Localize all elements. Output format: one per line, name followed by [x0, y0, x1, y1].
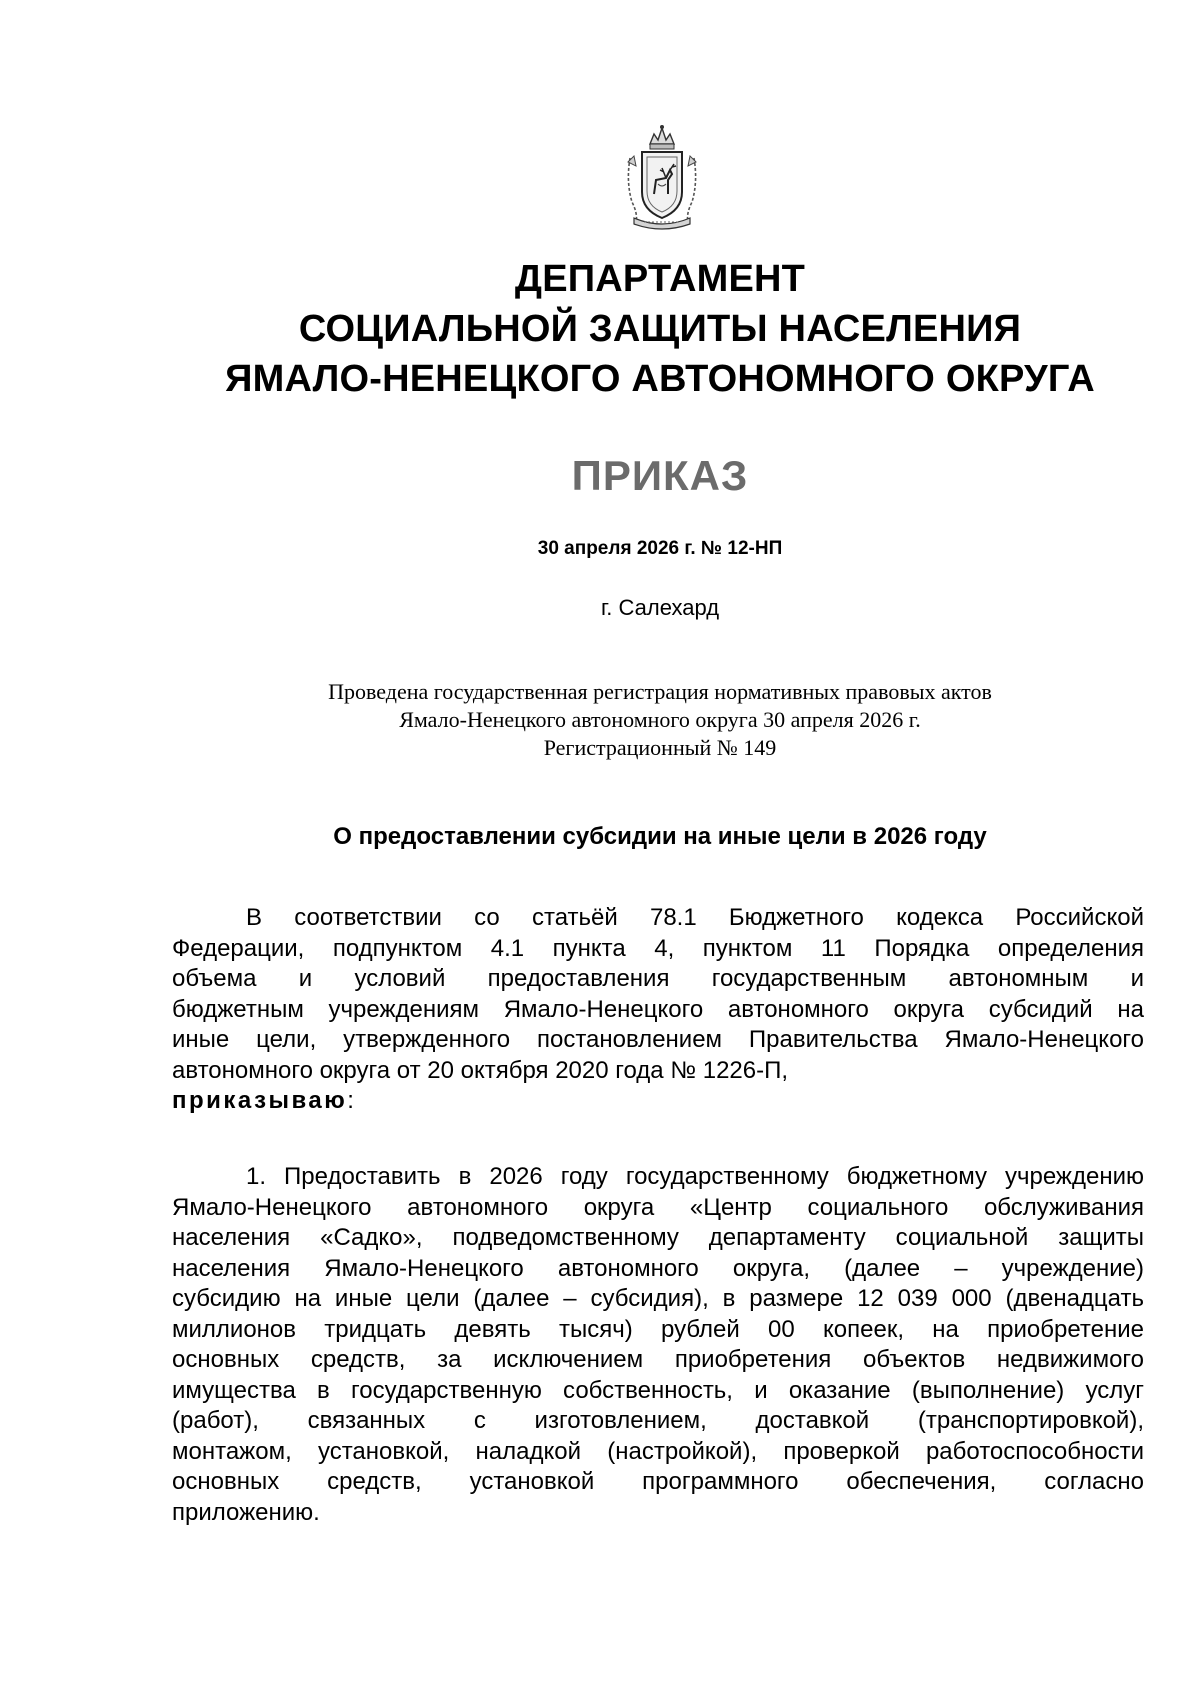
- department-line-2: СОЦИАЛЬНОЙ ЗАЩИТЫ НАСЕЛЕНИЯ: [298, 308, 1022, 350]
- preamble-line: объема и условий предоставления государственным автономным и: [172, 965, 1144, 992]
- preamble-paragraph: [172, 903, 1144, 1117]
- department-line-1: ДЕПАРТАМЕНТ: [514, 258, 806, 300]
- item-1-line: 1. Предоставить в 2026 году государственному бюджетному учреждению: [246, 1163, 1144, 1190]
- registration-line-2: Ямало-Ненецкого автономного округа 30 апреля 2026 г.: [399, 707, 921, 732]
- decree-suffix: :: [347, 1087, 354, 1114]
- department-title: [0, 254, 1200, 404]
- document-type-heading: ПРИКАЗ: [571, 452, 749, 499]
- city-line: г. Салехард: [600, 595, 720, 620]
- preamble-line: В соответствии со статьёй 78.1 Бюджетного кодекса Российской: [246, 904, 1144, 931]
- item-1-line: Ямало-Ненецкого автономного округа «Центр социального обслуживания: [172, 1193, 1144, 1221]
- preamble-line: иные цели, утвержденного постановлением Правительства Ямало-Ненецкого: [172, 1026, 1144, 1053]
- decree-word: приказываю: [172, 1087, 348, 1114]
- item-1-line: основных средств, установкой программного обеспечения, согласно: [172, 1468, 1144, 1495]
- preamble-line: бюджетным учреждениям Ямало-Ненецкого автономного округа субсидий на: [172, 995, 1144, 1023]
- coat-of-arms-icon: [620, 122, 704, 234]
- decree-line: [172, 1086, 1144, 1117]
- registration-stamp: [0, 678, 1200, 762]
- order-subject: О предоставлении субсидии на иные цели в 2026 году: [333, 823, 987, 850]
- item-1-line: приложению.: [172, 1498, 320, 1526]
- registration-line-3: Регистрационный № 149: [543, 735, 777, 760]
- preamble-line: автономного округа от 20 октября 2020 года № 1226-П,: [172, 1056, 789, 1084]
- item-1-line: монтажом, установкой, наладкой (настройкой), проверкой работоспособности: [172, 1437, 1144, 1465]
- item-1-line: имущества в государственную собственность, и оказание (выполнение) услуг: [172, 1376, 1144, 1404]
- item-1-line: (работ), связанных с изготовлением, доставкой (транспортировкой),: [172, 1407, 1144, 1434]
- item-1-line: основных средств, за исключением приобретения объектов недвижимого: [172, 1346, 1144, 1373]
- item-1-paragraph: [172, 1162, 1144, 1528]
- item-1-line: населения «Садко», подведомственному департаменту социальной защиты: [172, 1224, 1144, 1251]
- department-line-3: ЯМАЛО-НЕНЕЦКОГО АВТОНОМНОГО ОКРУГА: [225, 358, 1095, 400]
- item-1-line: субсидию на иные цели (далее – субсидия), в размере 12 039 000 (двенадцать: [172, 1285, 1144, 1312]
- registration-line-1: Проведена государственная регистрация нормативных правовых актов: [328, 679, 992, 704]
- item-1-line: миллионов тридцать девять тысяч) рублей 00 копеек, на приобретение: [172, 1315, 1144, 1343]
- item-1-line: населения Ямало-Ненецкого автономного округа, (далее – учреждение): [172, 1254, 1144, 1282]
- preamble-line: Федерации, подпунктом 4.1 пункта 4, пунктом 11 Порядка определения: [172, 934, 1144, 962]
- date-and-number: 30 апреля 2026 г. № 12-НП: [537, 538, 783, 559]
